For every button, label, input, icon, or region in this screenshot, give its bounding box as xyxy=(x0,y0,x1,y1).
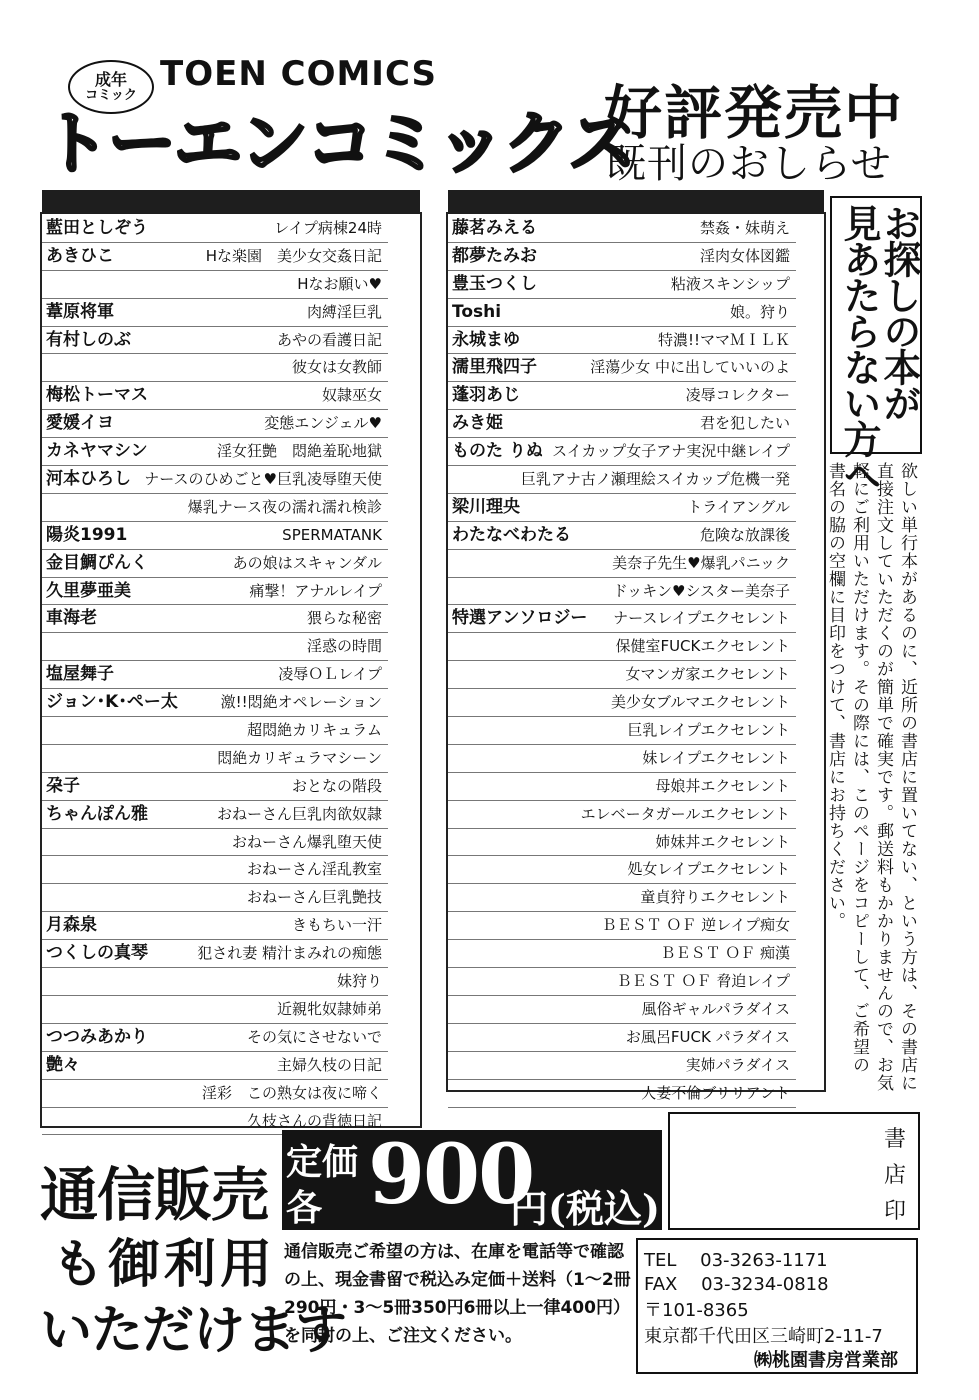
list-item xyxy=(448,522,796,550)
contact-address: 東京都千代田区三崎町2-11-7 xyxy=(644,1326,883,1347)
list-item xyxy=(448,773,796,801)
notice-body-col4: 書名の脇の空欄に目印をつけて、書店にお持ちください。 xyxy=(825,462,845,930)
book-title: ナースレイプエクセレント xyxy=(613,609,790,628)
book-title: 久枝さんの背徳日記 xyxy=(246,1111,382,1130)
list-item xyxy=(448,1080,796,1108)
book-author: 愛媛イヨ xyxy=(46,413,114,434)
book-title: 巨乳アナ古ノ瀬理絵スイカップ危機一発 xyxy=(520,470,790,489)
list-item xyxy=(448,996,796,1024)
list-item xyxy=(448,438,796,466)
book-title: 凌辱ＯＬレイプ xyxy=(278,665,382,684)
list-item xyxy=(42,829,388,857)
book-author: 梁川理央 xyxy=(452,496,520,517)
notice-body-col2: 直接注文していただくのが簡単で確実です。郵送料もかかりませんので、お気 xyxy=(873,462,893,1092)
list-item xyxy=(42,522,388,550)
list-item xyxy=(42,1052,388,1080)
mail-order-line1: 通信販売 xyxy=(40,1161,269,1229)
book-title: 妹レイプエクセレント xyxy=(642,748,790,767)
list-item xyxy=(42,438,388,466)
list-item xyxy=(42,884,388,912)
list-item xyxy=(448,605,796,633)
book-title: 猥らな秘密 xyxy=(306,609,382,628)
list-item xyxy=(448,884,796,912)
book-title: 処女レイプエクセレント xyxy=(627,860,790,879)
list-item xyxy=(448,1052,796,1080)
list-item xyxy=(42,605,388,633)
book-title: スイカップ女子アナ実況中継レイプ xyxy=(552,442,790,461)
list-item xyxy=(42,354,388,382)
list-item xyxy=(448,382,796,410)
backlist-subheading: 既刊のおしらせ xyxy=(606,141,892,187)
book-author: 梅松トーマス xyxy=(46,385,148,406)
japanese-title: トーエンコミックス xyxy=(42,105,634,184)
book-title: 肉縛淫巨乳 xyxy=(306,302,382,321)
right-list-header-bar xyxy=(448,190,824,214)
book-title: 変態エンジェル♥ xyxy=(264,414,382,433)
book-title: 爆乳ナース夜の濡れ濡れ検診 xyxy=(187,497,382,516)
book-title: 激!!悶絶オペレーション xyxy=(220,693,382,712)
book-title: 主婦久枝の日記 xyxy=(276,1055,382,1074)
price-each-label: 各 xyxy=(286,1188,323,1229)
book-author: 濡里飛四子 xyxy=(452,357,537,378)
list-item xyxy=(448,215,796,243)
list-item xyxy=(42,912,388,940)
book-title: おねーさん巨乳艶技 xyxy=(246,888,382,907)
book-title: 奴隷巫女 xyxy=(321,386,382,405)
book-title: 悶絶カリギュラマシーン xyxy=(217,748,382,767)
list-item xyxy=(448,494,796,522)
right-book-list xyxy=(448,215,796,1108)
book-author: 河本ひろし xyxy=(46,469,131,490)
book-author: 豊玉つくし xyxy=(452,273,537,294)
list-item xyxy=(448,689,796,717)
book-author: Toshi xyxy=(452,301,502,322)
store-stamp-box xyxy=(668,1112,920,1230)
list-item xyxy=(42,1080,388,1108)
book-title: 娘。狩り xyxy=(729,302,790,321)
price-amount: 900 xyxy=(368,1127,534,1223)
notice-heading-col2: 見あたらない方へ xyxy=(837,204,881,492)
book-title: レイプ病棟24時 xyxy=(274,219,382,237)
badge-line2: コミック xyxy=(85,87,137,103)
badge-line1: 成年 xyxy=(94,69,127,89)
book-title: おねーさん爆乳堕天使 xyxy=(231,832,382,851)
order-instructions: 通信販売ご希望の方は、在庫を電話等で確認の上、現金書留で税込み定価＋送料（1～2冊290円・3～5冊350円6冊以上一律400円）を同封の上、ご注文ください。 xyxy=(284,1242,631,1346)
left-book-list xyxy=(42,215,388,1135)
list-item xyxy=(448,661,796,689)
notice-body-col3: 軽にご利用いただけます。その際には、このページをコピーして、ご希望の xyxy=(849,462,869,1074)
list-item xyxy=(42,382,388,410)
stamp-char-3: 印 xyxy=(884,1199,907,1224)
list-item xyxy=(42,801,388,829)
book-title: きもちい一汗 xyxy=(291,916,382,935)
book-author: カネヤマシン xyxy=(46,441,148,462)
book-title: 女マンガ家エクセレント xyxy=(625,665,790,684)
stamp-char-1: 書 xyxy=(884,1127,907,1152)
book-author: 蓬羽あじ xyxy=(452,385,520,406)
list-item xyxy=(448,968,796,996)
list-item xyxy=(42,410,388,438)
book-title: 巨乳レイプエクセレント xyxy=(627,721,790,740)
book-author: ジョン･K･ペー太 xyxy=(46,692,178,713)
book-title: おねーさん巨乳肉欲奴隷 xyxy=(216,804,382,823)
contact-tel: TEL 03-3263-1171 xyxy=(644,1250,828,1271)
book-title: 君を犯したい xyxy=(699,414,790,433)
book-title: 童貞狩りエクセレント xyxy=(640,888,790,907)
book-title: 淫惑の時間 xyxy=(306,637,382,656)
book-title: あやの看護日記 xyxy=(276,330,382,349)
book-author: 車海老 xyxy=(46,608,97,629)
book-title: 粘液スキンシップ xyxy=(670,274,790,293)
list-item xyxy=(448,1024,796,1052)
contact-publisher: ㈱桃園書房営業部 xyxy=(754,1350,898,1371)
book-author: 藍田としぞう xyxy=(46,218,148,238)
book-title: SPERMATANK xyxy=(282,525,382,544)
list-item xyxy=(448,578,796,606)
list-item xyxy=(42,578,388,606)
book-author: 朶子 xyxy=(46,775,80,796)
list-item xyxy=(42,243,388,271)
english-title: TOEN COMICS xyxy=(160,54,438,94)
book-author: 久里夢亜美 xyxy=(46,580,131,601)
book-author: 月森泉 xyxy=(46,915,97,936)
notice-heading-col1: お探しの本が xyxy=(877,204,921,420)
list-item xyxy=(42,327,388,355)
book-author: 艶々 xyxy=(46,1054,80,1075)
book-title: 彼女は女教師 xyxy=(291,358,382,377)
book-title: 美少女ブルマエクセレント xyxy=(610,693,790,712)
list-item xyxy=(448,271,796,299)
list-item xyxy=(448,633,796,661)
book-title: 痛撃！アナルレイプ xyxy=(249,581,382,600)
book-title: 美奈子先生♥爆乳パニック xyxy=(612,553,790,572)
book-title: 超悶絶カリキュラム xyxy=(247,721,382,740)
list-item xyxy=(448,717,796,745)
book-title: 母娘丼エクセレント xyxy=(655,776,790,795)
book-title: Hな楽園 美少女交姦日記 xyxy=(205,246,382,265)
book-title: 近親牝奴隷姉弟 xyxy=(276,999,382,1018)
book-author: 葦原将軍 xyxy=(46,301,114,322)
book-title: トライアングル xyxy=(687,497,790,516)
book-author: 藤茗みえる xyxy=(452,218,537,238)
list-item xyxy=(448,801,796,829)
list-item xyxy=(42,1024,388,1052)
book-title: 淫彩 この熟女は夜に啼く xyxy=(201,1083,382,1102)
book-author: 有村しのぶ xyxy=(46,329,131,350)
list-item xyxy=(448,466,796,494)
book-author: 特選アンソロジー xyxy=(452,608,588,629)
list-item xyxy=(448,940,796,968)
book-author: 都夢たみお xyxy=(452,245,537,266)
book-title: 禁姦・妹萌え xyxy=(699,219,790,237)
book-title: 淫肉女体図鑑 xyxy=(699,246,790,265)
mail-order-line3: いただけます xyxy=(40,1301,347,1361)
book-author: 永城まゆ xyxy=(452,329,520,350)
list-item xyxy=(448,410,796,438)
notice-body-col1: 欲しい単行本があるのに、近所の書店に置いてない、という方は、その書店に xyxy=(897,462,917,1092)
left-list-header-bar xyxy=(42,190,420,214)
list-item xyxy=(42,717,388,745)
book-title: 姉妹丼エクセレント xyxy=(655,832,790,851)
list-item xyxy=(42,466,388,494)
book-title: ドッキン♥シスター美奈子 xyxy=(612,581,790,600)
book-title: 凌辱コレクター xyxy=(685,386,790,405)
book-title: エレベータガールエクセレント xyxy=(580,804,790,823)
book-author: ちゃんぽん雅 xyxy=(46,803,148,824)
list-item xyxy=(448,550,796,578)
on-sale-heading: 好評発売中 xyxy=(604,79,905,147)
list-item xyxy=(42,745,388,773)
book-author: わたなべわたる xyxy=(452,524,571,545)
list-item xyxy=(42,996,388,1024)
list-item xyxy=(448,829,796,857)
book-title: 特濃!!ママＭＩＬＫ xyxy=(657,330,790,349)
book-title: Hなお願い♥ xyxy=(297,274,382,293)
list-item xyxy=(42,550,388,578)
book-title: ナースのひめごと♥巨乳凌辱堕天使 xyxy=(144,470,382,489)
book-title: あの娘はスキャンダル xyxy=(232,553,382,572)
book-author: みき姫 xyxy=(452,413,503,434)
book-title: 犯され妻 精汁まみれの痴態 xyxy=(197,944,382,963)
mail-order-line2: も御利用 xyxy=(52,1235,277,1295)
book-author: 陽炎1991 xyxy=(46,524,128,545)
list-item xyxy=(42,299,388,327)
book-title: お風呂FUCK パラダイス xyxy=(625,1027,790,1046)
book-title: ＢＥＳＴ ＯＦ 逆レイプ痴女 xyxy=(601,916,790,935)
book-title: 人妻不倫ブリリアント xyxy=(641,1083,790,1102)
book-author: つつみあかり xyxy=(46,1026,148,1047)
list-item xyxy=(448,299,796,327)
book-author: ものた りぬ xyxy=(452,441,543,462)
list-item xyxy=(448,856,796,884)
contact-fax: FAX 03-3234-0818 xyxy=(644,1274,829,1295)
book-title: 妹狩り xyxy=(336,972,382,991)
list-item xyxy=(42,494,388,522)
book-title: 淫女狂艶 悶絶羞恥地獄 xyxy=(216,442,382,461)
book-title: 淫蕩少女 中に出していいのよ xyxy=(590,358,790,377)
list-item xyxy=(42,215,388,243)
list-item xyxy=(42,773,388,801)
book-title: おとなの階段 xyxy=(291,776,382,795)
book-title: ＢＥＳＴ ＯＦ 痴漢 xyxy=(660,944,790,963)
list-item xyxy=(448,745,796,773)
book-title: おねーさん淫乱教室 xyxy=(246,860,382,879)
list-item xyxy=(448,243,796,271)
book-author: つくしの真琴 xyxy=(46,943,148,964)
list-item xyxy=(448,327,796,355)
list-item xyxy=(42,968,388,996)
book-title: ＢＥＳＴ ＯＦ 脅迫レイプ xyxy=(616,972,790,991)
book-author: 金目鯛ぴんく xyxy=(46,552,148,573)
book-title: 危険な放課後 xyxy=(699,525,790,544)
list-item xyxy=(448,354,796,382)
list-item xyxy=(42,271,388,299)
book-title: 実姉パラダイス xyxy=(685,1055,790,1074)
contact-zip: 〒101-8365 xyxy=(644,1300,749,1321)
price-label: 定価 xyxy=(286,1142,359,1183)
list-item xyxy=(42,856,388,884)
stamp-char-2: 店 xyxy=(884,1163,907,1188)
book-title: 保健室FUCKエクセレント xyxy=(615,637,790,656)
list-item xyxy=(42,661,388,689)
list-item xyxy=(42,940,388,968)
list-item xyxy=(448,912,796,940)
list-item xyxy=(42,633,388,661)
price-unit: 円(税込) xyxy=(510,1186,660,1231)
book-title: 風俗ギャルパラダイス xyxy=(641,999,790,1018)
list-item xyxy=(42,689,388,717)
book-author: あきひこ xyxy=(46,245,114,266)
book-author: 塩屋舞子 xyxy=(46,664,114,685)
book-title: その気にさせないで xyxy=(246,1027,382,1046)
